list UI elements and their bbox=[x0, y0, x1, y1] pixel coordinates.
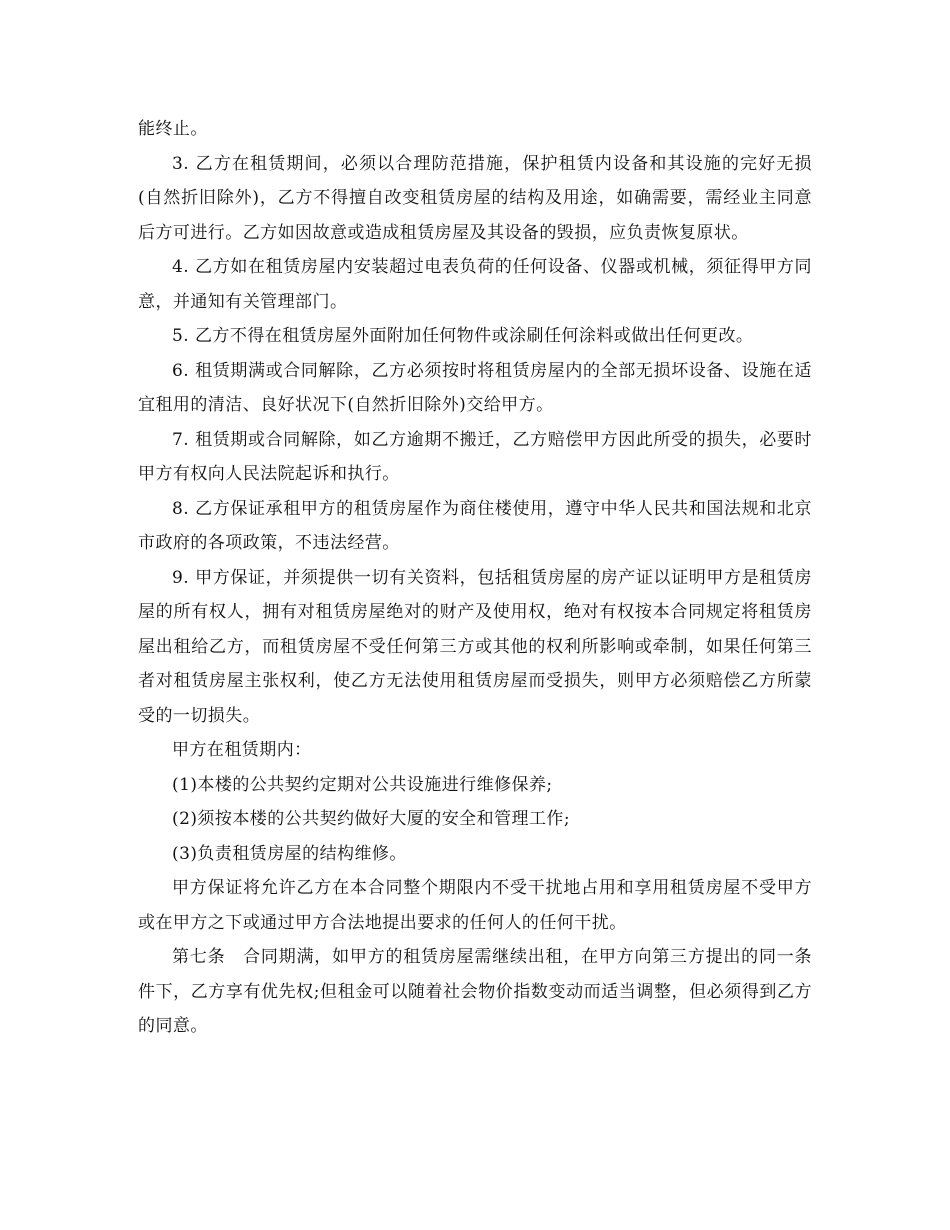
paragraph-duty-2: (2)须按本楼的公共契约做好大厦的安全和管理工作; bbox=[172, 809, 571, 829]
paragraph-clause-6: 6. 租赁期满或合同解除，乙方必须按时将租赁房屋内的全部无损坏设备、设施在适宜租用的清洁、良好状况下(自然折旧除外)交给甲方。 bbox=[138, 360, 812, 415]
paragraph-clause-8: 8. 乙方保证承租甲方的租赁房屋作为商住楼使用，遵守中华人民共和国法规和北京市政府的各项政策，不违法经营。 bbox=[138, 498, 812, 553]
paragraph-duty-3: (3)负责租赁房屋的结构维修。 bbox=[172, 843, 407, 864]
paragraph-duty-1: (1)本楼的公共契约定期对公共设施进行维修保养; bbox=[172, 774, 553, 795]
paragraph-lessor-duties-heading: 甲方在租赁期内： bbox=[172, 740, 312, 760]
paragraph-clause-3: 3. 乙方在租赁期间，必须以合理防范措施，保护租赁内设备和其设施的完好无损(自然折旧除外)，乙方不得擅自改变租赁房屋的结构及用途，如确需要，需经业主同意后方可进行。乙方如因故意或造成租赁房屋及其设备的毁损，应负责恢复原状。 bbox=[138, 153, 812, 243]
paragraph-clause-5: 5. 乙方不得在租赁房屋外面附加任何物件或涂刷任何涂料或做出任何更改。 bbox=[172, 326, 754, 346]
paragraph-continuation: 能终止。 bbox=[138, 119, 208, 139]
document-body bbox=[138, 112, 812, 1044]
paragraph-clause-9: 9. 甲方保证，并须提供一切有关资料，包括租赁房屋的房产证以证明甲方是租赁房屋的所有权人，拥有对租赁房屋绝对的财产及使用权，绝对有权按本合同规定将租赁房屋出租给乙方，而租赁房屋不受任何第三方或其他的权利所影响或牵制，如果任何第三者对租赁房屋主张权利，使乙方无法使用租赁房屋而受损失，则甲方必须赔偿乙方所蒙受的一切损失。 bbox=[138, 567, 812, 726]
paragraph-clause-4: 4. 乙方如在租赁房屋内安装超过电表负荷的任何设备、仪器或机械，须征得甲方同意，并通知有关管理部门。 bbox=[138, 257, 812, 312]
paragraph-clause-7: 7. 租赁期或合同解除，如乙方逾期不搬迁，乙方赔偿甲方因此所受的损失，必要时甲方有权向人民法院起诉和执行。 bbox=[138, 429, 812, 484]
paragraph-quiet-enjoyment: 甲方保证将允许乙方在本合同整个期限内不受干扰地占用和享用租赁房屋不受甲方或在甲方之下或通过甲方合法地提出要求的任何人的任何干扰。 bbox=[138, 878, 812, 933]
paragraph-article-7: 第七条 合同期满，如甲方的租赁房屋需继续出租，在甲方向第三方提出的同一条件下，乙方享有优先权;但租金可以随着社会物价指数变动而适当调整，但必须得到乙方的同意。 bbox=[138, 947, 812, 1036]
